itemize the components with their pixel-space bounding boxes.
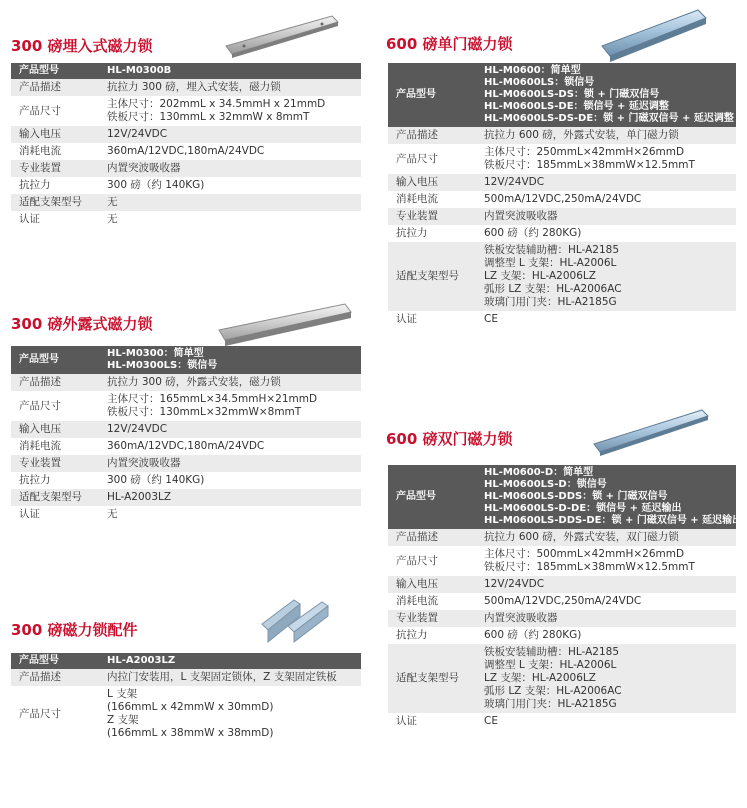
spec-value (476, 144, 736, 174)
spec-key: 专业装置 (11, 160, 99, 177)
spec-value-line: HL-M0600LS-DS-DE：锁 + 门磁双信号 + 延迟调整 (484, 113, 734, 124)
spec-key: 抗拉力 (388, 627, 476, 644)
spec-value (99, 489, 361, 506)
spec-row (388, 127, 736, 144)
spec-value (99, 506, 361, 523)
spec-row (11, 126, 361, 143)
spec-row (388, 644, 736, 713)
spec-value-line: 内置突波吸收器 (484, 612, 558, 624)
spec-value-line: 360mA/12VDC,180mA/24VDC (107, 440, 265, 452)
surface-maglock-image (215, 300, 355, 346)
spec-key: 抗拉力 (388, 225, 476, 242)
spec-row (11, 194, 361, 211)
spec-value-line: 铁板尺寸：185mmL×38mmW×12.5mmT (484, 561, 695, 573)
spec-key: 产品尺寸 (388, 144, 476, 174)
spec-value-line: 无 (107, 196, 118, 208)
spec-table (388, 63, 736, 328)
double-door-maglock-image (590, 404, 710, 456)
spec-value-line: 铁板尺寸：130mmL x 32mmW x 8mmT (107, 111, 310, 123)
spec-value-line: 主体尺寸：500mmL×42mmH×26mmD (484, 548, 685, 560)
spec-row (11, 421, 361, 438)
spec-value-line: CE (484, 715, 498, 727)
spec-value (476, 546, 736, 576)
spec-row (11, 96, 361, 126)
spec-value-line: 内置突波吸收器 (107, 457, 181, 469)
spec-value-line: (166mmL x 42mmW x 30mmD) (107, 701, 274, 713)
spec-value-line: 铁板安装辅助槽：HL-A2185 (484, 244, 620, 256)
spec-row (11, 686, 361, 742)
spec-value-line: 铁板尺寸：185mmL×38mmW×12.5mmT (484, 159, 695, 171)
spec-value (476, 610, 736, 627)
spec-key: 输入电压 (388, 576, 476, 593)
spec-value (476, 593, 736, 610)
spec-value-line: 内置突波吸收器 (107, 162, 181, 174)
spec-value-line: 抗拉力 300 磅，外露式安装，磁力锁 (107, 376, 281, 388)
spec-key: 产品尺寸 (11, 686, 99, 742)
spec-row (388, 242, 736, 311)
spec-value-line: 无 (107, 508, 118, 520)
spec-key: 产品尺寸 (11, 391, 99, 421)
spec-value-line: 主体尺寸：250mmL×42mmH×26mmD (484, 146, 685, 158)
spec-value-line: LZ 支架：HL-A2006LZ (484, 672, 596, 684)
spec-value-line: HL-A2003LZ (107, 491, 172, 503)
spec-value-line: HL-M0600-D：简单型 (484, 467, 594, 478)
spec-value (99, 421, 361, 438)
spec-key: 消耗电流 (11, 438, 99, 455)
spec-key: 产品尺寸 (11, 96, 99, 126)
spec-value-line: HL-M0600LS-D：锁信号 (484, 479, 607, 490)
spec-value-line: 600 磅（约 280KG) (484, 227, 582, 239)
spec-row (11, 489, 361, 506)
spec-value (476, 529, 736, 546)
spec-value-line: 抗拉力 600 磅，外露式安装，单门磁力锁 (484, 129, 679, 141)
spec-value-line: 铁板尺寸：130mmL×32mmW×8mmT (107, 406, 302, 418)
spec-value (99, 346, 361, 374)
spec-row (388, 225, 736, 242)
spec-row (11, 79, 361, 96)
spec-key: 认证 (388, 713, 476, 730)
spec-value (99, 374, 361, 391)
spec-row (11, 455, 361, 472)
spec-key: 适配支架型号 (388, 242, 476, 311)
spec-value (476, 465, 743, 529)
spec-value-line: HL-M0300B (107, 65, 172, 76)
spec-key: 产品型号 (11, 63, 99, 79)
spec-value-line: L 支架 (107, 688, 138, 700)
spec-value-line: HL-M0600LS-DE：锁信号 + 延迟调整 (484, 101, 669, 112)
spec-value-line: 12V/24VDC (484, 578, 545, 590)
section-title: 300 磅外露式磁力锁 (11, 315, 153, 333)
spec-table (11, 63, 361, 228)
spec-key: 消耗电流 (388, 593, 476, 610)
spec-value (476, 63, 736, 127)
spec-value-line: 弧形 LZ 支架：HL-A2006AC (484, 283, 622, 295)
spec-value-line: (166mmL x 38mmW x 38mmD) (107, 727, 274, 739)
spec-value-line: 360mA/12VDC,180mA/24VDC (107, 145, 265, 157)
spec-key: 适配支架型号 (11, 489, 99, 506)
section-title: 600 磅双门磁力锁 (386, 430, 513, 448)
spec-value-line: 抗拉力 300 磅，埋入式安装，磁力锁 (107, 81, 281, 93)
spec-table (388, 465, 743, 730)
spec-key: 产品描述 (388, 127, 476, 144)
spec-key: 消耗电流 (11, 143, 99, 160)
spec-value-line: 600 磅（约 280KG) (484, 629, 582, 641)
spec-value (476, 576, 736, 593)
spec-value (99, 391, 361, 421)
spec-key: 抗拉力 (11, 177, 99, 194)
spec-header-row (388, 63, 736, 127)
spec-key: 产品描述 (11, 669, 99, 686)
spec-value-line: 调整型 L 支架：HL-A2006L (484, 257, 617, 269)
spec-value-line: HL-M0300：简单型 (107, 348, 204, 359)
spec-row (11, 391, 361, 421)
spec-value-line: 12V/24VDC (107, 423, 168, 435)
spec-row (388, 311, 736, 328)
spec-value (99, 177, 361, 194)
spec-key: 适配支架型号 (388, 644, 476, 713)
spec-row (11, 177, 361, 194)
spec-value-line: LZ 支架：HL-A2006LZ (484, 270, 596, 282)
spec-key: 产品尺寸 (388, 546, 476, 576)
spec-value-line: HL-M0600LS：锁信号 (484, 77, 595, 88)
spec-value-line: 玻璃门用门夹：HL-A2185G (484, 698, 617, 710)
spec-value-line: 抗拉力 600 磅，外露式安装，双门磁力锁 (484, 531, 679, 543)
spec-value (476, 208, 736, 225)
spec-value-line: 玻璃门用门夹：HL-A2185G (484, 296, 617, 308)
spec-table (11, 653, 361, 742)
spec-key: 产品型号 (11, 653, 99, 669)
spec-key: 产品型号 (388, 63, 476, 127)
spec-value-line: HL-A2003LZ (107, 655, 176, 666)
section-title: 300 磅磁力锁配件 (11, 621, 138, 639)
spec-value-line: 无 (107, 213, 118, 225)
spec-key: 产品描述 (388, 529, 476, 546)
spec-row (388, 713, 736, 730)
spec-value-line: 主体尺寸：165mmL×34.5mmH×21mmD (107, 393, 318, 405)
spec-key: 产品型号 (11, 346, 99, 374)
spec-value-line: HL-M0300LS：锁信号 (107, 360, 218, 371)
spec-value-line: HL-M0600LS-DDS-DE：锁 + 门磁双信号 + 延迟输出 (484, 515, 743, 526)
spec-row (11, 143, 361, 160)
spec-value (99, 143, 361, 160)
spec-key: 认证 (11, 506, 99, 523)
spec-value (99, 669, 361, 686)
section-title: 600 磅单门磁力锁 (386, 35, 513, 53)
spec-value (99, 126, 361, 143)
spec-key: 输入电压 (388, 174, 476, 191)
spec-value (476, 191, 736, 208)
spec-key: 认证 (388, 311, 476, 328)
spec-table (11, 346, 361, 523)
spec-value-line: 内置突波吸收器 (484, 210, 558, 222)
spec-row (11, 211, 361, 228)
spec-row (388, 529, 736, 546)
spec-value (99, 160, 361, 177)
spec-value-line: 12V/24VDC (107, 128, 168, 140)
spec-value (99, 79, 361, 96)
spec-value-line: 500mA/12VDC,250mA/24VDC (484, 595, 642, 607)
spec-value (99, 653, 361, 669)
spec-value-line: 铁板安装辅助槽：HL-A2185 (484, 646, 620, 658)
spec-row (388, 627, 736, 644)
spec-value-line: 调整型 L 支架：HL-A2006L (484, 659, 617, 671)
spec-value-line: 300 磅（约 140KG) (107, 179, 205, 191)
spec-row (388, 144, 736, 174)
spec-key: 消耗电流 (388, 191, 476, 208)
lz-bracket-image (260, 594, 330, 644)
spec-key: 抗拉力 (11, 472, 99, 489)
spec-row (388, 174, 736, 191)
spec-value (476, 174, 736, 191)
spec-value-line: HL-M0600：简单型 (484, 65, 581, 76)
spec-value-line: 内拉门安装用，L 支架固定锁体，Z 支架固定铁板 (107, 671, 337, 683)
spec-key: 产品描述 (11, 374, 99, 391)
spec-key: 适配支架型号 (11, 194, 99, 211)
spec-row (11, 374, 361, 391)
single-door-maglock-image (598, 6, 710, 62)
spec-row (11, 472, 361, 489)
spec-value-line: 主体尺寸：202mmL x 34.5mmH x 21mmD (107, 98, 326, 110)
spec-row (388, 576, 736, 593)
spec-row (11, 438, 361, 455)
spec-key: 产品描述 (11, 79, 99, 96)
spec-value-line: CE (484, 313, 498, 325)
spec-row (388, 208, 736, 225)
spec-value-line: 弧形 LZ 支架：HL-A2006AC (484, 685, 622, 697)
recessed-maglock-image (222, 8, 342, 60)
spec-value-line: HL-M0600LS-DS：锁 + 门磁双信号 (484, 89, 660, 100)
spec-value (99, 211, 361, 228)
spec-key: 专业装置 (11, 455, 99, 472)
spec-value (99, 472, 361, 489)
spec-header-row (388, 465, 736, 529)
spec-value (99, 63, 361, 79)
spec-row (388, 610, 736, 627)
spec-value (476, 311, 736, 328)
spec-value (476, 713, 736, 730)
spec-value (476, 225, 736, 242)
spec-row (11, 506, 361, 523)
spec-header-row (11, 653, 361, 669)
spec-key: 认证 (11, 211, 99, 228)
spec-value (476, 127, 736, 144)
spec-value-line: HL-M0600LS-DDS：锁 + 门磁双信号 (484, 491, 668, 502)
spec-value (99, 438, 361, 455)
spec-value (99, 686, 361, 742)
spec-value (99, 455, 361, 472)
spec-value (476, 644, 736, 713)
spec-key: 产品型号 (388, 465, 476, 529)
spec-row (11, 669, 361, 686)
spec-row (388, 191, 736, 208)
spec-value (99, 96, 361, 126)
spec-row (11, 160, 361, 177)
spec-row (388, 546, 736, 576)
spec-value-line: 300 磅（约 140KG) (107, 474, 205, 486)
spec-key: 专业装置 (388, 208, 476, 225)
spec-value (99, 194, 361, 211)
spec-header-row (11, 63, 361, 79)
spec-value-line: 500mA/12VDC,250mA/24VDC (484, 193, 642, 205)
spec-key: 专业装置 (388, 610, 476, 627)
spec-key: 输入电压 (11, 126, 99, 143)
spec-header-row (11, 346, 361, 374)
spec-value (476, 242, 736, 311)
spec-value-line: Z 支架 (107, 714, 139, 726)
section-title: 300 磅埋入式磁力锁 (11, 37, 153, 55)
spec-key: 输入电压 (11, 421, 99, 438)
spec-row (388, 593, 736, 610)
spec-value-line: HL-M0600LS-D-DE：锁信号 + 延迟输出 (484, 503, 682, 514)
spec-value (476, 627, 736, 644)
spec-value-line: 12V/24VDC (484, 176, 545, 188)
